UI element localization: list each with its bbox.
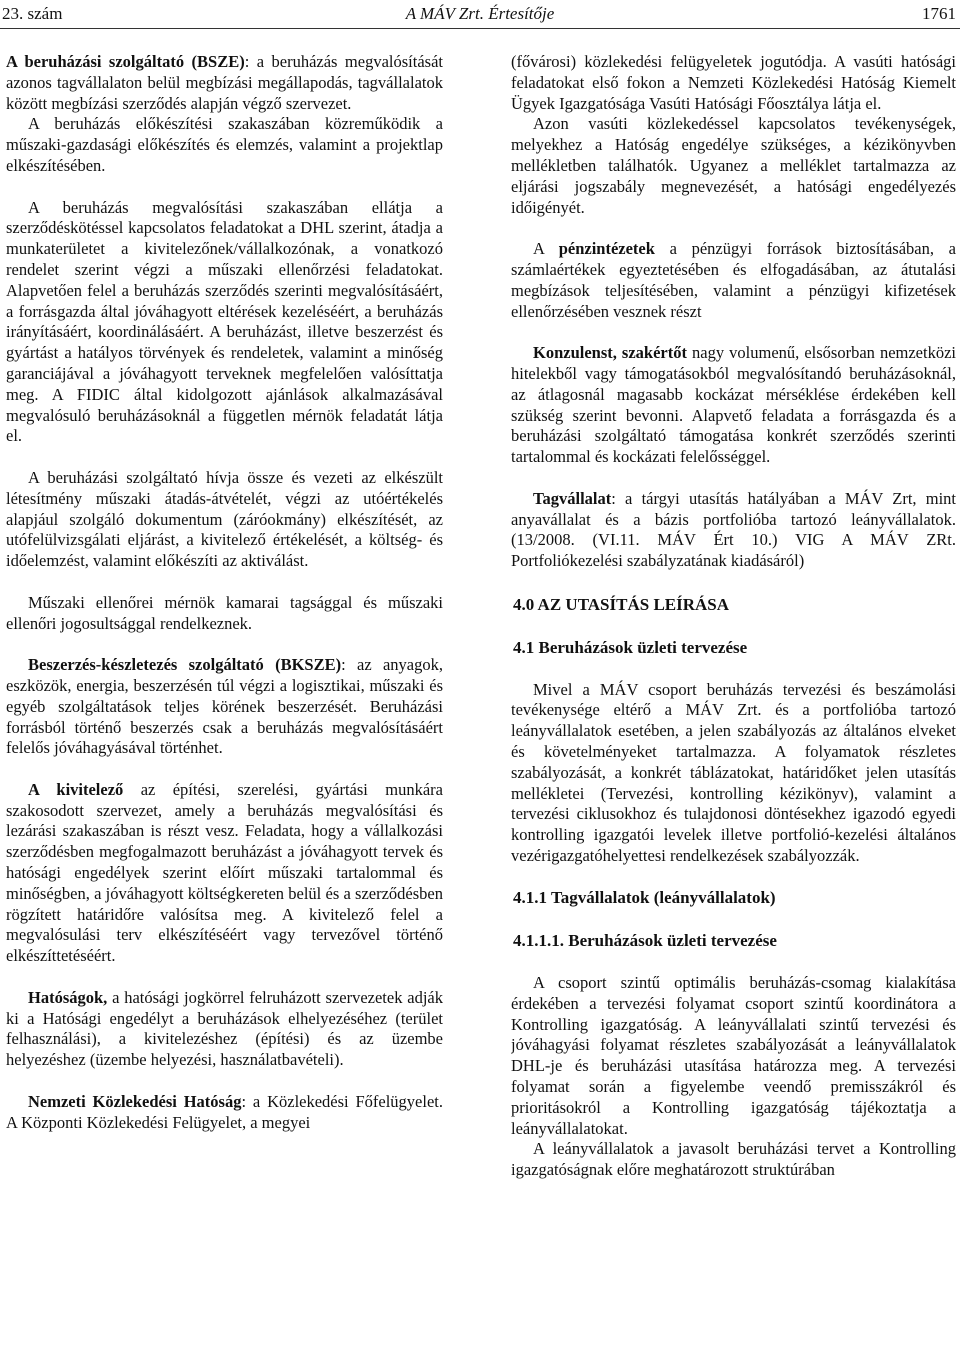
page-number: 1761 xyxy=(922,4,956,23)
section-heading-4-0: 4.0 AZ UTASÍTÁS LEÍRÁSA xyxy=(513,594,730,614)
paragraph-rail-activities: Azon vasúti közlekedéssel kapcsolatos tevékenységek, melyekhez a Hatóság engedélye szükséges, a kézikönyvben mellékletben találhatók. Ugyanez a melléklet tartalmazza az eljárási jogszabály megnevezését, a hatósági engedélyezés időigényét. xyxy=(511,114,956,217)
paragraph-bsze: A beruházási szolgáltató (BSZE): a beruházás megvalósítását azonos tagvállalaton belül megbízási megállapodás, tagvállalatok között megbízási szerződés alapján végző szervezet. xyxy=(6,52,443,113)
left-column xyxy=(6,52,443,1362)
paragraph-inspectors: Műszaki ellenőrei mérnök kamarai tagsággal és műszaki ellenőri jogosultsággal rendelkeznek. xyxy=(6,592,443,633)
term-bksze: Beszerzés-készletezés szolgáltató (BKSZE) xyxy=(28,655,342,675)
paragraph-nkh: Nemzeti Közlekedési Hatóság: a Közlekedési Főfelügyelet. A Központi Közlekedési Felügyelet, a megyei xyxy=(6,1091,443,1132)
issue-number: 23. szám xyxy=(2,4,63,23)
paragraph-member-company: Tagvállalat: a tárgyi utasítás hatályában a MÁV Zrt, mint anyavállalat és a bázis portfolióba tartozó leányvállalatok. (13/2008. (VI.11. MÁV Ért 10.) VIG A MÁV ZRt. Portfoliókezelési szabályzatának kiadásáról) xyxy=(511,488,956,571)
paragraph-bsze-preparation: A beruházás előkészítési szakaszában közreműködik a műszaki-gazdasági előkészítés és elemzés, valamint a projektlap elkészítésében. xyxy=(6,114,443,175)
paragraph-planning-overview: Mivel a MÁV csoport beruházás tervezési és beszámolási tevékenysége eltérő a MÁV Zrt. és a portfolióba tartozó leányvállalatok esetében, a jelen szabályozás az általános elveket és követelményeket tartalmazza. A folyamatok részletes szabályozását, a konkrét táblázatokat, határidőket jelen utasítás mellékletei (Tervezési, kontrolling kézikönyv), valamint a tervezési ciklusokhoz és tulajdonosi döntésekhez igazodó egyedi kontrolling igazgatói levelek illetve portfolió-kezelési általános vezérigazgatóhelyettesi rendelkezések szabályozzák. xyxy=(511,679,956,865)
term-bsze: A beruházási szolgáltató (BSZE) xyxy=(6,52,245,71)
section-heading-4-1-1-1: 4.1.1.1. Beruházások üzleti tervezése xyxy=(513,931,777,951)
term-nkh: Nemzeti Közlekedési Hatóság xyxy=(28,1091,242,1111)
paragraph-subsidiary-plan: A leányvállalatok a javasolt beruházási tervet a Kontrolling igazgatóságnak előre meghatározott struktúrában xyxy=(511,1139,956,1180)
term-contractor: A kivitelező xyxy=(28,779,124,799)
paragraph-nkh-continued: (fővárosi) közlekedési felügyeletek jogutódja. A vasúti hatósági feladatokat első fokon a Nemzeti Közlekedési Hatóság Kiemelt Ügyek Igazgatósága Vasúti Hatósági Főosztálya látja el. xyxy=(511,52,956,113)
right-column xyxy=(511,52,956,1362)
term-member-company: Tagvállalat xyxy=(533,488,612,508)
publication-title: A MÁV Zrt. Értesítője xyxy=(405,4,555,23)
term-consultant: Konzulenst, szakértőt xyxy=(533,343,687,363)
term-authorities: Hatóságok, xyxy=(28,987,108,1007)
paragraph-authorities: Hatóságok, a hatósági jogkörrel felruházott szervezetek adják ki a Hatósági engedélyt a beruházások elhelyezéséhez (terület felhasználási), a kivitelezéshez (építési) és az üzembe helyezéshez (üzembe helyezési, használatbavételi). xyxy=(6,987,443,1070)
paragraph-consultant: Konzulenst, szakértőt nagy volumenű, elsősorban nemzetközi hitelekből vagy támogatásokból megvalósítandó beruházásoknál, az átlagosnál magasabb kockázat mérséklése érdekében kell szükség szerint bevonni. Alapvető feladata a forrásgazda és a beruházási szolgáltató támogatása konkrét szerződés szerinti tartalommal és kockázati felelősséggel. xyxy=(511,343,956,467)
page-header xyxy=(0,0,960,29)
paragraph-bsze-handover: A beruházási szolgáltató hívja össze és vezeti az elkészült létesítmény műszaki átadás-átvételét, végzi az utóértékelés alapjául szolgáló dokumentum (záróokmány) elkészítését, az utófelülvizsgálati eljárást, a kivitelező értékelését, a költség- és időelemzést, valamint előkészíti az aktiválást. xyxy=(6,467,443,571)
section-heading-4-1: 4.1 Beruházások üzleti tervezése xyxy=(513,637,748,657)
paragraph-bsze-implementation: A beruházás megvalósítási szakaszában ellátja a szerződéskötéssel kapcsolatos feladatokat a DHL szerint, átadja a munkaterületet a kivitelezőnek/vállalkozónak, a vonatkozó rendelet szerint végzi a műszaki ellenőrzési feladatokat. Alapvetően felel a beruházás szerződés szerinti megvalósításáért, a forrásgazda által jóváhagyott eltérések kezeléséért, a beruházás irányításáért, koordinálásáért. A beruházást, illetve beszerzést és gyártást a hatályos törvények és rendeletek, valamint a minőség garanciájával a jóváhagyott terveknek megfelelően valósíttatja meg. A FIDIC által kidolgozott ajánlások alkalmazásával megvalósuló beruházásoknál a független mérnök feladatát látja el. xyxy=(6,197,443,446)
paragraph-contractor: A kivitelező az építési, szerelési, gyártási munkára szakosodott szervezet, amely a beruházás megvalósítási és lezárási szakaszában is részt vesz. Feladata, hogy a vállalkozási szerződésben megfogalmazott beruházást a jóváhagyott tervek és hatósági engedélyek szerint előírt műszaki tartalommal és minőségben, a jóváhagyott költségkereten belül és a szerződésben rögzített határidőre valósítsa meg. A kivitelező felel a megvalósulási terv elkészítéséért vagy tervezővel történő elkészíttetéséért. xyxy=(6,779,443,966)
section-heading-4-1-1: 4.1.1 Tagvállalatok (leányvállalatok) xyxy=(513,888,776,908)
term-financial-institutions: pénzintézetek xyxy=(558,239,655,259)
paragraph-financial-institutions: A pénzintézetek a pénzügyi források biztosításában, a számlaértékek egyeztetésében és elfogadásában, az átutalási megbízások teljesítésében, valamint a pénzügyi kifizetések ellenőrzésében vesznek részt xyxy=(511,239,956,321)
paragraph-bksze: Beszerzés-készletezés szolgáltató (BKSZE): az anyagok, eszközök, energia, beszerzésén túl végzi a logisztikai, műszaki és egyéb szolgáltatások teljes körének beszerzését. Beruházási forrásból történő beszerzés csak a beruházás megvalósításáért felelős jóváhagyásával történhet. xyxy=(6,655,443,758)
paragraph-group-optimal-package: A csoport szintű optimális beruházás-csomag kialakítása érdekében a tervezési folyamat csoport szintű koordinátora a Kontrolling igazgatóság. A leányvállalati szintű tervezési és jóváhagyási folyamat részletes szabályozását a leányvállalatok DHL-je és beruházási utasítása határozza meg. A tervezési folyamat során a figyelembe veendő premisszákról és prioritásokról a Kontrolling igazgatóság tájékoztatja a leányvállalatokat. xyxy=(511,973,956,1138)
